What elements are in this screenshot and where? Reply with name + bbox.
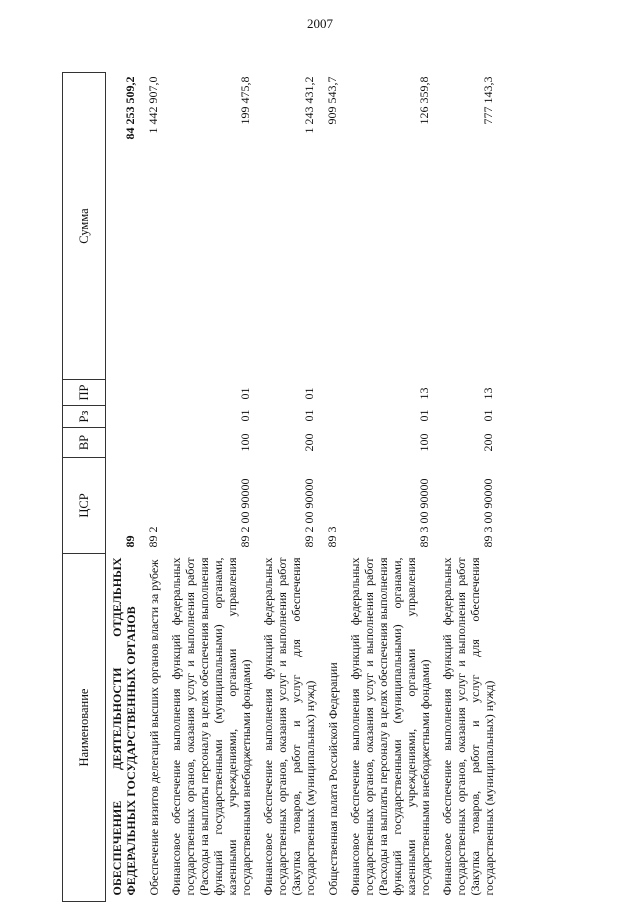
row-rz: 01: [481, 409, 495, 422]
row-vr: 200: [302, 433, 316, 452]
row-vr: 200: [481, 433, 495, 452]
row-vr: [142, 428, 165, 458]
row-csr: 89 3 00 90000: [481, 478, 495, 548]
row-sum: 1 442 907,0: [146, 76, 160, 134]
row-pr: 13: [481, 387, 495, 400]
table-body: [106, 73, 501, 902]
rotated-page: [62, 72, 590, 902]
row-rz: 01: [417, 409, 431, 422]
header-pr: ПР: [63, 380, 106, 406]
page-number: 2007: [307, 16, 333, 31]
header-csr: ЦСР: [63, 458, 106, 554]
row-vr: [321, 428, 344, 458]
row-vr: 100: [238, 433, 252, 452]
budget-table-container: [62, 72, 590, 902]
row-name: Финансовое обеспечение выполнения функций федеральных государственных органов, оказания услуг и выполнения работ (Расходы на выплаты персоналу в целях обеспечения выполнения функций государственными (муниципальными) органами, казенными учреждениями, органами управления государственными внебюджетными фондами): [169, 557, 253, 896]
table-row: [106, 73, 143, 902]
budget-table: [62, 72, 500, 902]
header-vr: ВР: [63, 428, 106, 458]
table-row: [165, 73, 257, 902]
header-name: Наименование: [63, 554, 106, 902]
row-name: Финансовое обеспечение выполнения функций федеральных государственных органов, оказания услуг и выполнения работ (Закупка товаров, работ и услуг для обеспечения государственных (муниципальных) нужд): [440, 557, 496, 896]
row-rz: 01: [238, 409, 252, 422]
row-pr: 01: [302, 387, 316, 400]
table-row: [257, 73, 321, 902]
row-sum: 909 543,7: [325, 76, 339, 125]
row-name: Финансовое обеспечение выполнения функций федеральных государственных органов, оказания услуг и выполнения работ (Закупка товаров, работ и услуг для обеспечения государственных (муниципальных) нужд): [261, 557, 317, 896]
row-name: ОБЕСПЕЧЕНИЕ ДЕЯТЕЛЬНОСТИ ОТДЕЛЬНЫХ ФЕДЕРАЛЬНЫХ ГОСУДАРСТВЕННЫХ ОРГАНОВ: [110, 557, 138, 896]
row-pr: [321, 380, 344, 406]
header-sum: Сумма: [63, 73, 106, 380]
row-pr: [106, 380, 143, 406]
row-sum: 199 475,8: [238, 76, 252, 125]
row-vr: [106, 428, 143, 458]
row-pr: 13: [417, 387, 431, 400]
row-csr: 89 2: [146, 526, 160, 548]
row-pr: 01: [238, 387, 252, 400]
row-sum: 1 243 431,2: [302, 76, 316, 134]
row-name: Обеспечение визитов делегаций высших органов власти за рубеж: [147, 559, 161, 896]
row-csr: 89: [123, 535, 137, 548]
row-csr: 89 3 00 90000: [417, 478, 431, 548]
row-csr: 89 2 00 90000: [238, 478, 252, 548]
table-header-row: [63, 73, 106, 902]
header-rz: Рз: [63, 406, 106, 428]
row-name: Общественная палата Российской Федерации: [326, 662, 340, 896]
row-rz: [321, 406, 344, 428]
row-sum: 126 359,8: [417, 76, 431, 125]
row-csr: 89 2 00 90000: [302, 478, 316, 548]
row-rz: 01: [302, 409, 316, 422]
table-row: [321, 73, 344, 902]
table-row: [142, 73, 165, 902]
row-name: Финансовое обеспечение выполнения функций федеральных государственных органов, оказания услуг и выполнения работ (Расходы на выплаты персоналу в целях обеспечения выполнения функций государственными (муниципальными) органами, казенными учреждениями, органами управления государственными внебюджетными фондами): [348, 557, 432, 896]
table-row: [344, 73, 436, 902]
row-rz: [142, 406, 165, 428]
row-rz: [106, 406, 143, 428]
row-vr: 100: [417, 433, 431, 452]
table-row: [436, 73, 500, 902]
row-csr: 89 3: [325, 526, 339, 548]
row-pr: [142, 380, 165, 406]
row-sum: 84 253 509,2: [123, 76, 137, 140]
row-sum: 777 143,3: [481, 76, 495, 125]
